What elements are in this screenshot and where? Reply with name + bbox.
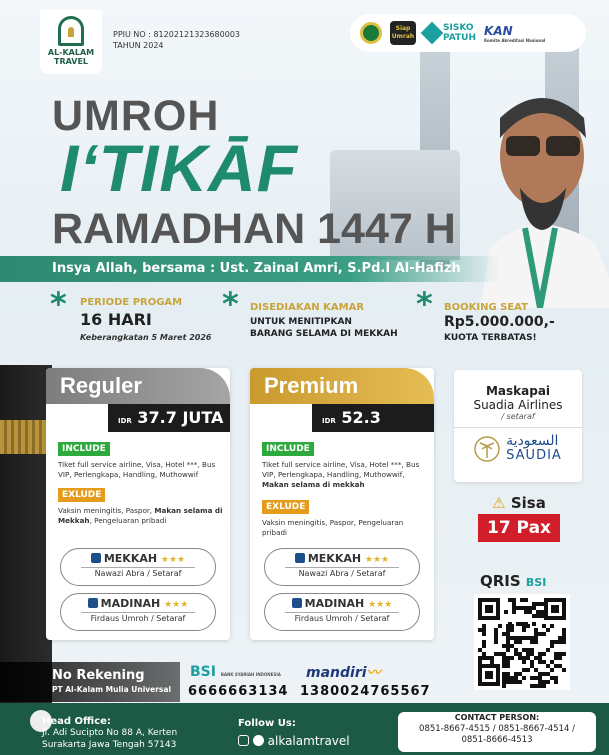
social-handle[interactable]: alkalamtravel	[238, 735, 350, 747]
hotel-madinah: MADINAH ★★★ Firdaus Umroh / Setaraf	[264, 593, 420, 631]
contact-box	[398, 712, 596, 752]
contact-line1[interactable]: 0851-8667-4515 / 0851-8667-4514 /	[419, 724, 575, 734]
contact-label: CONTACT PERSON:	[454, 713, 540, 722]
contact-line2[interactable]: 0851-8666-4513	[461, 735, 533, 745]
kemenag-icon	[360, 22, 382, 44]
departure-note: Keberangkatan 5 Maret 2026	[80, 333, 212, 342]
mosque-logo-icon	[58, 16, 84, 46]
exclude-text: Vaksin meningitis, Paspor, Pengeluaran pribadi	[262, 518, 404, 537]
exclude-text: Vaksin meningitis, Paspor, Makan selama di Mekkah, Pengeluaran pribadi	[58, 506, 223, 525]
account-title: No Rekening	[52, 668, 145, 683]
ppiu-number: PPIU NO : 81202121323680003	[113, 30, 240, 39]
hotel-mekkah: MEKKAH ★★★ Nawazi Abra / Setaraf	[60, 548, 216, 586]
account-holder: PT Al-Kalam Mulia Universal	[52, 685, 172, 694]
warning-icon: ⚠	[492, 494, 506, 512]
brand-name-line2: TRAVEL	[53, 57, 89, 66]
mandiri-logo: mandiri〰	[306, 665, 381, 681]
hotel-icon	[292, 598, 302, 608]
period-value: 16 HARI	[80, 310, 152, 329]
kaaba-decoration	[0, 365, 52, 705]
asterisk-icon: *	[416, 285, 433, 323]
include-text: Tiket full service airline, Visa, Hotel ***, Bus VIP, Perlengkapa, Handling, Muthowwif, Makan selama di mekkah	[262, 460, 420, 489]
hotel-icon	[91, 553, 101, 563]
sisko-icon	[421, 22, 444, 45]
office-label: Head Office:	[42, 716, 111, 727]
exclude-tag: EXLUDE	[262, 500, 309, 514]
brand-name-line1: AL-KALAM	[47, 48, 95, 57]
ppiu-year: TAHUN 2024	[113, 41, 164, 50]
tiktok-icon	[253, 735, 264, 746]
subtitle-strip: Insya Allah, bersama : Ust. Zainal Amri, S.Pd.I Al-Hafizh	[0, 256, 500, 282]
siap-umrah-badge: Siap Umrah	[390, 21, 416, 45]
saudia-logo: السعودية SAUDIA	[454, 427, 582, 463]
package-price: IDR 37.7 JUTA	[108, 404, 230, 432]
hotel-icon	[295, 553, 305, 563]
qr-code[interactable]	[474, 594, 570, 690]
title-line2: I‘TIKĀF	[60, 131, 298, 205]
room-value-line2: BARANG SELAMA DI MEKKAH	[250, 329, 398, 339]
include-text: Tiket full service airline, Visa, Hotel ***, Bus VIP, Perlengkapa, Handling, Muthowwif	[58, 460, 216, 479]
package-card-reguler[interactable]	[46, 368, 230, 640]
include-tag: INCLUDE	[58, 442, 110, 456]
asterisk-icon: *	[222, 285, 239, 323]
sisko-patuh-badge: SISKO PATUH	[424, 23, 476, 43]
palm-emblem-icon	[474, 436, 500, 462]
asterisk-icon: *	[50, 285, 67, 323]
room-label: DISEDIAKAN KAMAR	[250, 302, 365, 313]
airline-box	[454, 370, 582, 482]
quota-note: KUOTA TERBATAS!	[444, 333, 537, 343]
bsi-account-number[interactable]: 6666663134	[188, 684, 289, 699]
brand-logo	[40, 10, 102, 74]
exclude-tag: EXLUDE	[58, 488, 105, 502]
ppiu-info	[113, 29, 240, 51]
include-tag: INCLUDE	[262, 442, 314, 456]
period-label: PERIODE PROGAM	[80, 297, 183, 308]
kan-badge: KAN Komite Akreditasi Nasional	[484, 23, 546, 43]
package-name: Reguler	[46, 368, 230, 404]
bsi-logo: BSI BANK SYARIAH INDONESIA	[190, 664, 281, 680]
certification-badges	[350, 14, 586, 52]
booking-label: BOOKING SEAT	[444, 302, 528, 313]
airline-note: / setaraf	[501, 412, 535, 421]
airline-name: Suadia Airlines	[473, 398, 563, 412]
package-card-premium[interactable]	[250, 368, 434, 640]
seats-label: ⚠ Sisa	[492, 494, 546, 512]
booking-value: Rp5.000.000,-	[444, 314, 555, 330]
package-price: IDR 52.3 JUTA QUAD	[312, 404, 434, 432]
title-line1: UMROH	[52, 92, 220, 140]
hotel-icon	[88, 598, 98, 608]
remaining-seats	[478, 494, 560, 544]
office-line2: Surakarta Jawa Tengah 57143	[42, 740, 177, 750]
office-line1: Jl. Adi Sucipto No 88 A, Kerten	[42, 728, 178, 738]
mandiri-account-number[interactable]: 1380024765567	[300, 684, 431, 699]
hotel-mekkah: MEKKAH ★★★ Nawazi Abra / Setaraf	[264, 548, 420, 586]
hotel-madinah: MADINAH ★★★ Firdaus Umroh / Setaraf	[60, 593, 216, 631]
room-value-line1: UNTUK MENITIPKAN	[250, 317, 352, 327]
package-name: Premium	[250, 368, 434, 404]
qris-logo: QRIS BSI	[480, 572, 547, 590]
airline-label: Maskapai	[485, 384, 551, 398]
seats-value: 17 Pax	[478, 514, 560, 542]
title-line3: RAMADHAN 1447 H	[52, 205, 456, 253]
follow-label: Follow Us:	[238, 718, 296, 729]
kaaba-band-decoration	[0, 420, 52, 454]
instagram-icon	[238, 735, 249, 746]
